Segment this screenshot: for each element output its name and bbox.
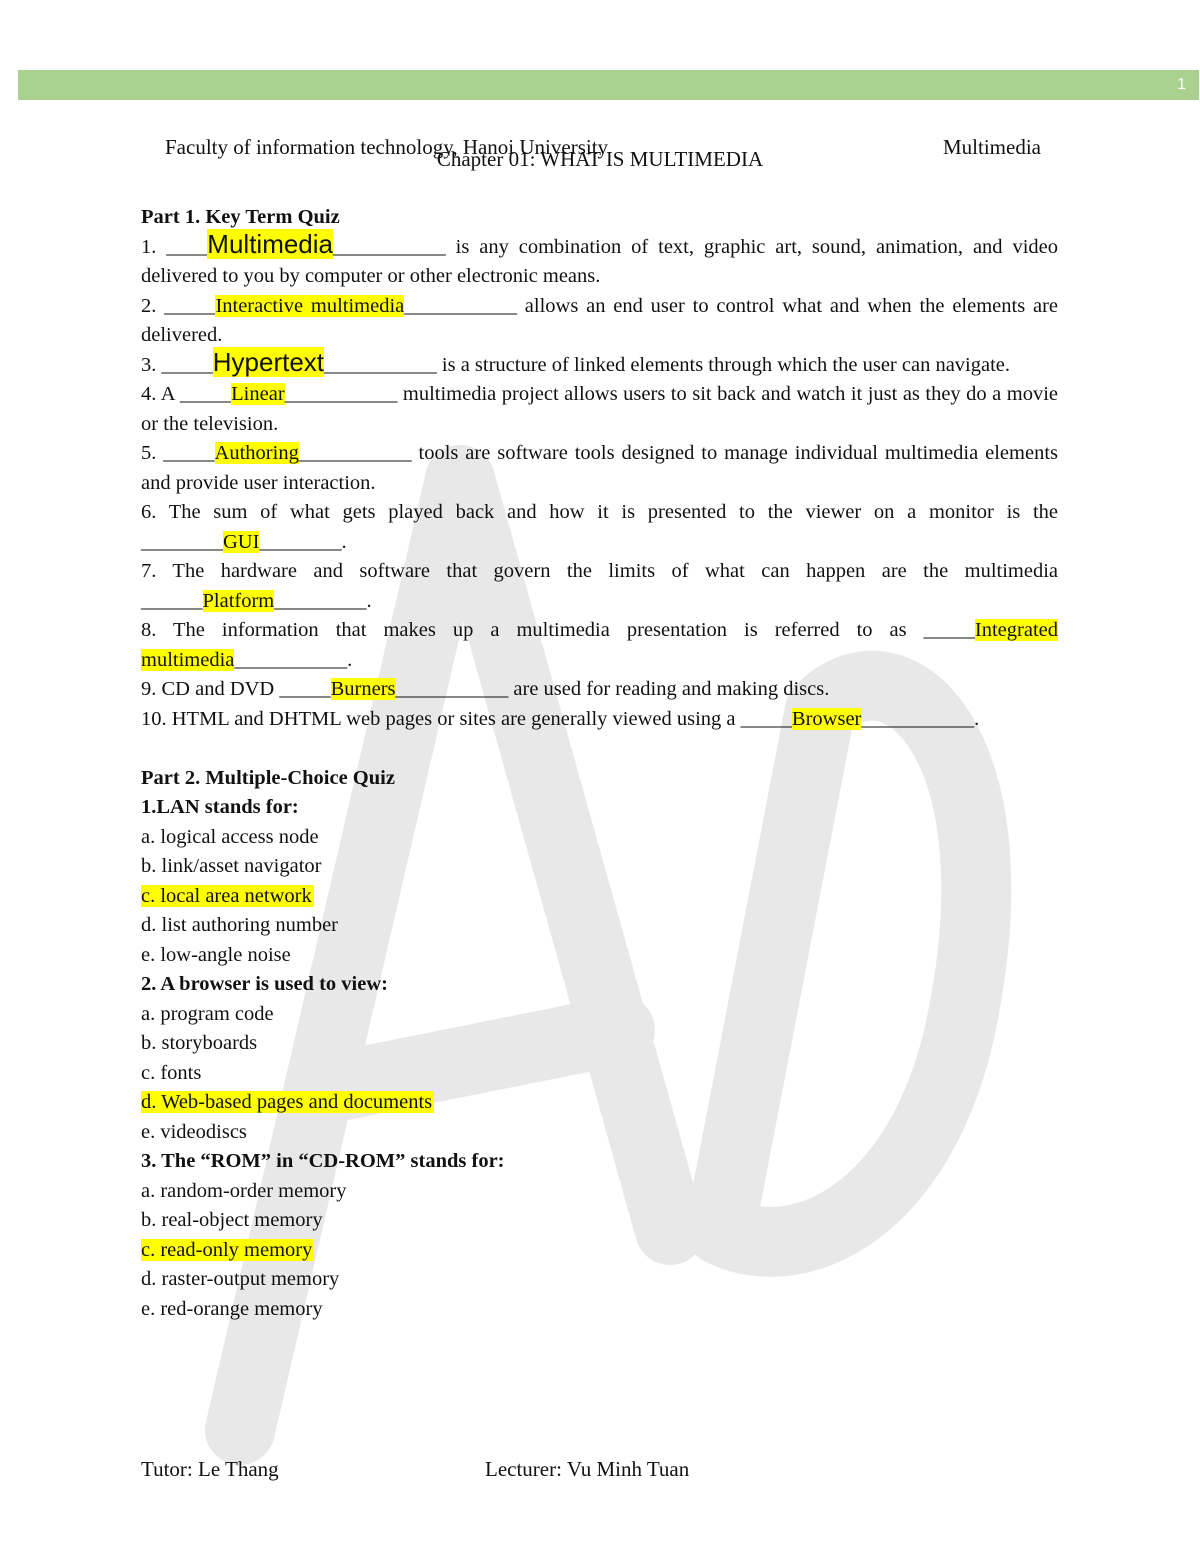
part1-title: Part 1. Key Term Quiz xyxy=(141,206,340,228)
header-band xyxy=(18,70,1199,100)
mc-option xyxy=(141,852,1058,882)
mc-option xyxy=(141,1177,1058,1207)
option-text: a. logical access node xyxy=(141,825,319,848)
mc-question-text: 1.LAN stands for: xyxy=(141,796,299,818)
key-term-q6 xyxy=(141,498,1058,557)
mc-question-text: 2. A browser is used to view: xyxy=(141,973,388,995)
mc-option xyxy=(141,911,1058,941)
part2-title: Part 2. Multiple-Choice Quiz xyxy=(141,766,395,789)
q-text: is a structure of linked elements through which the user can navigate. xyxy=(436,353,1011,376)
key-term-q1 xyxy=(141,228,1059,292)
blank-pre: _____ xyxy=(164,294,216,317)
q-end: are used for reading and making discs. xyxy=(508,678,830,700)
blank-pre: ________ xyxy=(141,530,223,553)
option-text: e. videodiscs xyxy=(141,1120,247,1143)
q-text: 9. CD and DVD xyxy=(141,678,280,700)
mc-option-correct xyxy=(141,1088,1058,1118)
answer-highlight: Browser xyxy=(791,707,862,730)
answer-highlight: Interactive multimedia xyxy=(215,294,405,317)
option-text: b. storyboards xyxy=(141,1032,258,1054)
option-text: d. raster-output memory xyxy=(141,1268,340,1290)
option-text-highlighted: c. local area network xyxy=(141,884,312,907)
mc-option xyxy=(141,1118,1058,1148)
q-end: . xyxy=(341,530,347,553)
q-text: 8. The information that makes up a multimedia presentation is referred to as xyxy=(141,619,924,641)
q-end: . xyxy=(974,707,980,730)
mc-option-correct xyxy=(141,1236,1058,1266)
blank-post: ___________ xyxy=(234,648,348,671)
q-text: 10. HTML and DHTML web pages or sites are generally viewed using a xyxy=(141,707,741,730)
mc-option xyxy=(141,1206,1058,1236)
blank-pre: _____ xyxy=(923,619,975,641)
q-number: 1. xyxy=(141,235,167,258)
option-text: e. red-orange memory xyxy=(141,1297,323,1320)
blank-pre: ____ xyxy=(166,235,208,258)
blank-post: ___________ xyxy=(404,294,517,317)
mc-option xyxy=(141,1000,1058,1030)
key-term-q4 xyxy=(141,380,1058,439)
option-text-highlighted: d. Web-based pages and documents xyxy=(141,1091,433,1113)
answer-highlight: GUI xyxy=(223,530,260,553)
key-term-q2 xyxy=(141,292,1058,351)
key-term-q5 xyxy=(141,439,1058,498)
key-term-q8 xyxy=(141,616,1058,675)
section-spacer xyxy=(141,734,1058,764)
q-number: 2. xyxy=(141,294,165,317)
blank-post: ___________ xyxy=(298,442,412,464)
answer-highlight: Linear xyxy=(231,383,285,405)
q-text: tools are software tools designed to manage individual multimedia elements and provide user interaction. xyxy=(141,442,1059,494)
option-text: b. link/asset navigator xyxy=(141,855,322,877)
answer-highlight: Authoring xyxy=(214,442,299,464)
mc-option xyxy=(141,1029,1058,1059)
mc-question-1 xyxy=(141,793,1058,970)
chapter-title: Chapter 01: WHAT IS MULTIMEDIA xyxy=(436,147,764,171)
footer-lecturer: Lecturer: Vu Minh Tuan xyxy=(485,1457,690,1481)
option-text: a. program code xyxy=(141,1002,274,1025)
blank-pre: _____ xyxy=(179,383,232,405)
key-term-q3 xyxy=(141,346,1058,381)
header-course: Multimedia xyxy=(943,135,1041,159)
blank-post: ___________ xyxy=(284,383,398,405)
blank-post: ___________ xyxy=(861,707,975,730)
blank-post: ___________ xyxy=(333,235,446,258)
mc-question-text: 3. The “ROM” in “CD-ROM” stands for: xyxy=(141,1150,505,1172)
option-text: a. random-order memory xyxy=(141,1179,347,1202)
q-number: 5. xyxy=(141,442,164,464)
blank-post: ________ xyxy=(259,530,342,553)
option-text: d. list authoring number xyxy=(141,914,339,936)
q-end: . xyxy=(347,648,353,671)
mc-question-3 xyxy=(141,1147,1058,1324)
key-term-q10 xyxy=(141,705,1058,735)
blank-pre: _____ xyxy=(161,353,213,376)
page-number: 1 xyxy=(1177,76,1186,93)
key-term-q9 xyxy=(141,675,1058,705)
option-text: c. fonts xyxy=(141,1061,202,1084)
blank-post: _________ xyxy=(274,589,367,612)
mc-option xyxy=(141,1059,1058,1089)
q-text: is any combination of text, graphic art, sound, animation, and video delivered to you by computer or other electronic means. xyxy=(141,235,1059,287)
mc-option xyxy=(141,941,1058,971)
q-text: 7. The hardware and software that govern the limits of what can happen are the multimedia xyxy=(141,560,1058,582)
q-text: multimedia project allows users to sit back and watch it just as they do a movie or the television. xyxy=(141,383,1058,435)
answer-highlight: Hypertext xyxy=(212,346,325,377)
document-body xyxy=(141,203,1058,1324)
q-number: 3. xyxy=(141,353,162,376)
answer-highlight: Burners xyxy=(330,678,396,700)
q-text: allows an end user to control what and when the elements are delivered. xyxy=(141,294,1059,346)
blank-post: ___________ xyxy=(324,353,437,376)
blank-pre: _____ xyxy=(279,678,331,700)
blank-post: ___________ xyxy=(395,678,509,700)
answer-highlight: Integrated multimedia xyxy=(141,619,1058,671)
mc-option-correct xyxy=(141,882,1058,912)
footer-tutor: Tutor: Le Thang xyxy=(141,1457,279,1481)
mc-option xyxy=(141,1295,1058,1325)
option-text: b. real-object memory xyxy=(141,1209,323,1231)
blank-pre: ______ xyxy=(141,589,203,612)
q-end: . xyxy=(366,589,372,612)
blank-pre: _____ xyxy=(163,442,215,464)
blank-pre: _____ xyxy=(740,707,792,730)
q-number: 4. A xyxy=(141,383,180,405)
mc-option xyxy=(141,1265,1058,1295)
answer-highlight: Platform xyxy=(202,589,275,612)
mc-question-2 xyxy=(141,970,1058,1147)
key-term-q7 xyxy=(141,557,1058,616)
option-text: e. low-angle noise xyxy=(141,943,291,966)
header-faculty: Faculty of information technology, Hanoi University xyxy=(165,135,609,159)
answer-highlight: Multimedia xyxy=(207,228,334,259)
mc-option xyxy=(141,823,1058,853)
q-text: 6. The sum of what gets played back and how it is presented to the viewer on a monitor is the xyxy=(141,501,1058,523)
option-text-highlighted: c. read-only memory xyxy=(141,1238,313,1261)
